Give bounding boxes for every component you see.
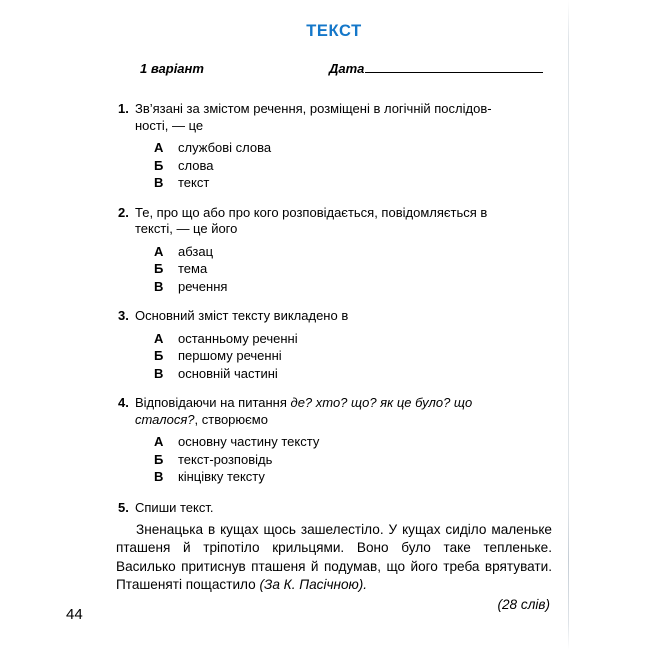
task-5-number: 5. bbox=[118, 499, 129, 515]
option-text: першому реченні bbox=[178, 348, 282, 363]
word-count: (28 слів) bbox=[497, 596, 550, 612]
question-4-stem bbox=[116, 395, 552, 428]
question-1-number: 1. bbox=[118, 101, 129, 116]
option-letter: Б bbox=[154, 261, 164, 276]
question-1 bbox=[116, 101, 552, 192]
page-scan-edge bbox=[568, 0, 569, 650]
option-letter: А bbox=[154, 243, 164, 259]
question-1-stem bbox=[116, 101, 552, 134]
option-text: слова bbox=[178, 157, 214, 173]
question-4-text bbox=[135, 395, 552, 428]
task-5-heading bbox=[116, 499, 552, 516]
question-4-options bbox=[116, 433, 552, 486]
question-1-text bbox=[135, 101, 552, 134]
date-field bbox=[329, 61, 552, 76]
question-2-line-1: Те, про що або про кого розповідається, повідомляється в bbox=[135, 204, 488, 220]
question-4-italic-1: де? хто? що? як це було? що bbox=[290, 395, 473, 410]
option-text: речення bbox=[178, 278, 228, 294]
questions-list bbox=[116, 101, 552, 486]
question-2-line-2: тексті, — це його bbox=[135, 221, 238, 236]
option-text: кінцівку тексту bbox=[178, 469, 265, 484]
question-3-number: 3. bbox=[118, 308, 129, 323]
question-4-lead: Відповідаючи на питання bbox=[135, 395, 291, 410]
variant-label: 1 варіант bbox=[140, 61, 204, 76]
question-4-italic-2: сталося? bbox=[135, 411, 195, 427]
option-text: текст-розповідь bbox=[178, 451, 273, 467]
question-4 bbox=[116, 395, 552, 486]
option-3-b[interactable] bbox=[154, 347, 552, 365]
option-letter: А bbox=[154, 330, 164, 346]
page-content bbox=[116, 0, 552, 612]
question-1-line-1: Зв’язані за змістом речення, розміщені в логічній послідов- bbox=[135, 101, 492, 116]
option-4-c[interactable] bbox=[154, 468, 552, 486]
date-label: Дата bbox=[328, 61, 365, 76]
option-1-b[interactable] bbox=[154, 157, 552, 175]
question-2-number: 2. bbox=[118, 204, 129, 220]
question-1-line-2: ності, — це bbox=[135, 117, 204, 133]
question-2-stem bbox=[116, 205, 552, 238]
question-4-tail: , створюємо bbox=[194, 411, 268, 427]
passage-source: (За К. Пасічною). bbox=[259, 577, 368, 592]
option-letter: В bbox=[154, 365, 164, 381]
question-2 bbox=[116, 205, 552, 296]
question-2-options bbox=[116, 243, 552, 296]
question-3-options bbox=[116, 330, 552, 383]
option-text: текст bbox=[178, 175, 210, 190]
option-1-a[interactable] bbox=[154, 139, 552, 157]
option-2-b[interactable] bbox=[154, 260, 552, 278]
option-letter: Б bbox=[154, 348, 164, 363]
option-text: абзац bbox=[178, 243, 214, 259]
question-3 bbox=[116, 308, 552, 382]
option-letter: А bbox=[154, 434, 164, 449]
option-4-a[interactable] bbox=[154, 433, 552, 451]
question-1-options bbox=[116, 139, 552, 192]
option-letter: В bbox=[154, 469, 164, 484]
question-4-number: 4. bbox=[118, 395, 129, 410]
option-text: основній частині bbox=[178, 365, 278, 381]
question-2-text bbox=[135, 205, 552, 238]
option-text: тема bbox=[178, 261, 208, 276]
option-letter: В bbox=[154, 278, 164, 294]
option-4-b[interactable] bbox=[154, 451, 552, 469]
page-number: 44 bbox=[66, 606, 83, 623]
option-2-c[interactable] bbox=[154, 278, 552, 296]
option-letter: А bbox=[154, 140, 164, 155]
page-title: ТЕКСТ bbox=[306, 22, 362, 40]
passage-body: Зненацька в кущах щось зашелестіло. У кущах сиділо маленьке пташеня й тріпотіло крильцями. Воно було таке тепленьке. Василько притиснув пташеня й подумав, що його треба врятувати. Пташеняті пощастило bbox=[116, 521, 552, 592]
meta-row bbox=[116, 61, 552, 76]
task-5 bbox=[116, 499, 552, 612]
reading-passage bbox=[116, 521, 552, 595]
option-letter: Б bbox=[154, 451, 164, 467]
date-write-line[interactable] bbox=[365, 61, 543, 73]
option-2-a[interactable] bbox=[154, 243, 552, 261]
option-3-c[interactable] bbox=[154, 365, 552, 383]
question-3-stem bbox=[116, 308, 552, 325]
option-letter: Б bbox=[154, 157, 164, 173]
option-letter: В bbox=[154, 175, 164, 190]
option-3-a[interactable] bbox=[154, 330, 552, 348]
option-text: службові слова bbox=[178, 140, 272, 155]
task-5-instruction: Спиши текст. bbox=[135, 499, 214, 515]
question-3-text: Основний зміст тексту викладено в bbox=[135, 308, 349, 323]
option-text: основну частину тексту bbox=[178, 434, 320, 449]
option-text: останньому реченні bbox=[178, 330, 298, 346]
option-1-c[interactable] bbox=[154, 174, 552, 192]
